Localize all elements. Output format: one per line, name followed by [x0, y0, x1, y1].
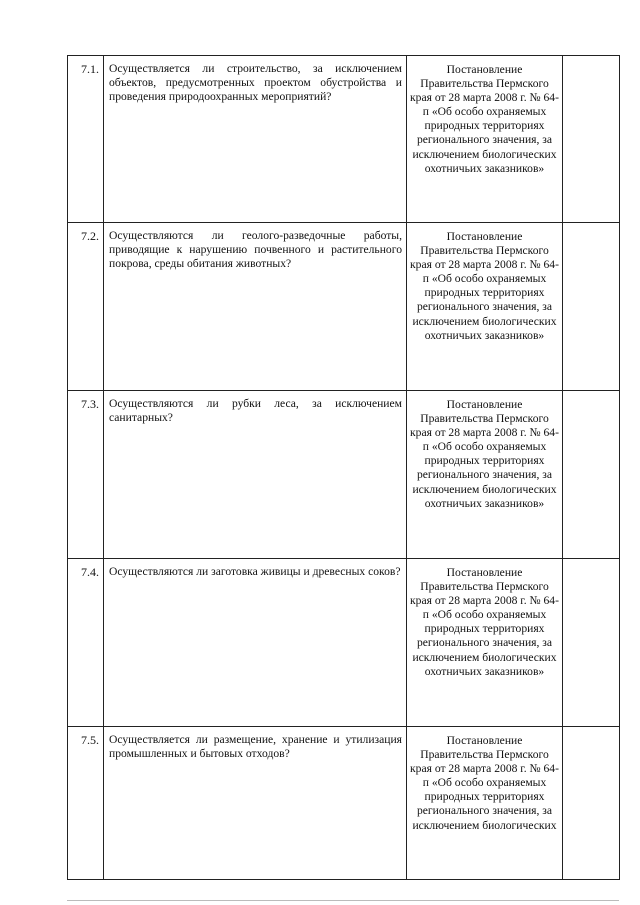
- legal-reference: Постановление Правительства Пермского края от 28 марта 2008 г. № 64-п «Об особо охраняемых природных территориях регионального значения, за исключением биологических: [407, 727, 563, 880]
- answer-cell: [563, 223, 620, 391]
- answer-cell: [563, 559, 620, 727]
- page-edge-line: [67, 900, 619, 901]
- answer-cell: [563, 56, 620, 223]
- question-text: Осуществляются ли рубки леса, за исключением санитарных?: [104, 391, 407, 559]
- item-number: 7.1.: [68, 56, 104, 223]
- legal-reference: Постановление Правительства Пермского края от 28 марта 2008 г. № 64-п «Об особо охраняемых природных территориях регионального значения, за исключением биологических охотничьих заказников»: [407, 391, 563, 559]
- table-row: [68, 727, 620, 880]
- item-number: 7.5.: [68, 727, 104, 880]
- question-text: Осуществляется ли строительство, за исключением объектов, предусмотренных проектом обустройства и проведения природоохранных мероприятий?: [104, 56, 407, 223]
- checklist-table: [67, 55, 620, 880]
- answer-cell: [563, 727, 620, 880]
- item-number: 7.4.: [68, 559, 104, 727]
- legal-reference: Постановление Правительства Пермского края от 28 марта 2008 г. № 64-п «Об особо охраняемых природных территориях регионального значения, за исключением биологических охотничьих заказников»: [407, 56, 563, 223]
- table-row: [68, 391, 620, 559]
- legal-reference: Постановление Правительства Пермского края от 28 марта 2008 г. № 64-п «Об особо охраняемых природных территориях регионального значения, за исключением биологических охотничьих заказников»: [407, 559, 563, 727]
- table-row: [68, 559, 620, 727]
- table-row: [68, 56, 620, 223]
- table-row: [68, 223, 620, 391]
- item-number: 7.3.: [68, 391, 104, 559]
- question-text: Осуществляется ли размещение, хранение и утилизация промышленных и бытовых отходов?: [104, 727, 407, 880]
- question-text: Осуществляются ли геолого-разведочные работы, приводящие к нарушению почвенного и растительного покрова, среды обитания животных?: [104, 223, 407, 391]
- answer-cell: [563, 391, 620, 559]
- legal-reference: Постановление Правительства Пермского края от 28 марта 2008 г. № 64-п «Об особо охраняемых природных территориях регионального значения, за исключением биологических охотничьих заказников»: [407, 223, 563, 391]
- item-number: 7.2.: [68, 223, 104, 391]
- question-text: Осуществляются ли заготовка живицы и древесных соков?: [104, 559, 407, 727]
